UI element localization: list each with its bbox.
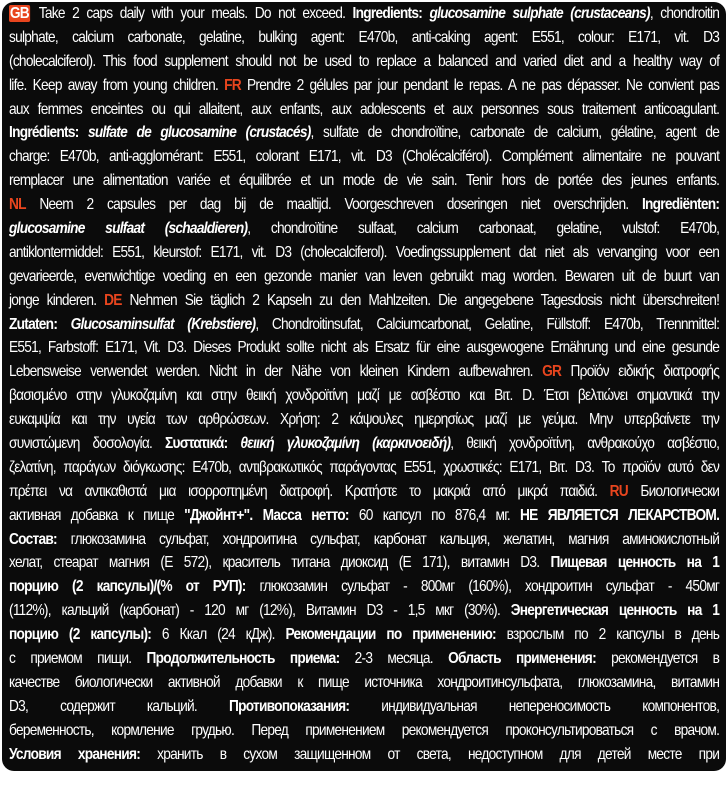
text-line <box>9 121 719 145</box>
language-code: DE <box>104 292 122 309</box>
text-line <box>9 74 719 98</box>
text-segment: Продолжительность приема: <box>147 650 340 667</box>
text-segment: remplacer une alimentation variée et équilibrée et un mode de vie sain. Tenir hors de portée des jeunes enfants. <box>9 172 719 189</box>
text-line <box>9 265 719 289</box>
text-segment: (112%), кальций (карбонат) - 120 мг (12%), Витамин D3 - 1,5 мкг (30%). <box>9 602 511 619</box>
text-segment: Prendre 2 gélules par jour pendant le repas. A ne pas dépasser. Ne convient pas <box>241 77 719 94</box>
text-segment: ευκαμψία και την υγεία των αρθρώσεων. Χρήση: 2 κάψουλες ημερησίως μαζί με γεύμα. Μην υπερβαίνετε την <box>9 411 719 428</box>
text-line <box>9 2 719 26</box>
text-line <box>9 575 719 599</box>
text-segment: ζελατίνη, παράγων διόγκωσης: E470b, αντιβρακωτικός παράγοντας E551, χρωστικές: E171, Βιτ. D3. Το προϊόν αυτό δεν <box>9 459 719 476</box>
text-segment: aux femmes enceintes ou qui allaitent, aux enfants, aux adolescents et aux personnes sous traitement anticoagulant. <box>9 101 719 118</box>
text-line <box>9 767 719 790</box>
text-segment: качестве биологически активной добавки к пище источника хондроитинсульфата, глюкозамина, витамин <box>9 674 719 691</box>
text-line <box>9 98 719 122</box>
text-segment: Ingredients: <box>353 5 423 22</box>
text-segment: №RU.77.99.88.003.Е.001663.04.18 от 20.04.2018 г. <box>289 770 573 787</box>
text-line <box>9 145 719 169</box>
text-segment: jonge kinderen. <box>9 292 104 309</box>
text-line <box>9 599 719 623</box>
text-segment: Συστατικά: <box>165 435 240 452</box>
text-segment: Рекомендации по применению: <box>285 626 495 643</box>
text-segment: температуре не выше +25С. <box>9 770 171 787</box>
text-segment: хелат, стеарат магния (Е 572), краситель титана диоксид (Е 171), витамин D3. <box>9 554 550 571</box>
text-segment: Neem 2 capsules per dag bij de maaltijd. Voorgeschreven doseringen niet overschrijden. <box>26 196 642 213</box>
text-segment: gevarieerde, evenwichtige voeding en een gezonde manier van leven gebruikt mag worden. Bewaren uit de buurt van <box>9 268 719 285</box>
product-label-text <box>2 2 726 771</box>
text-segment: глюкозамина сульфат, хондроитина сульфат, карбонат кальция, желатин, магния аминокислотный <box>57 531 719 548</box>
text-segment: хранить в сухом защищенном от света, недоступном для детей месте при <box>140 746 719 763</box>
text-segment: D3, содержит кальций. <box>9 698 229 715</box>
text-line <box>9 360 719 384</box>
text-line <box>9 50 719 74</box>
text-segment: 2-3 месяца. <box>339 650 448 667</box>
language-code: FR <box>224 77 241 94</box>
text-line <box>9 193 719 217</box>
text-segment: с приемом пищи. <box>9 650 147 667</box>
text-segment: πρέπει να αντικαθιστά μια ισορροπημένη διατροφή. Κρατήστε το μακριά από μικρά παιδιά. <box>9 483 610 500</box>
text-segment: активная добавка к пище <box>9 507 184 524</box>
text-line <box>9 480 719 504</box>
text-line <box>9 719 719 743</box>
text-line <box>9 169 719 193</box>
text-segment: Zutaten: <box>9 316 71 333</box>
text-line <box>9 408 719 432</box>
text-segment: , Chondroitinsufat, Calciumcarbonat, Gelatine, Füllstoff: E470b, Trennmittel: <box>255 316 719 333</box>
text-segment: antiklontermiddel: E551, kleurstof: E171, vit. D3 (cholecalciferol). Voedingssupplement dat niet als vervanging voor een <box>9 244 719 261</box>
text-segment: life. Keep away from young children. <box>9 77 224 94</box>
text-segment: charge: E470b, anti-agglomérant: E551, colorant E171, vit. D3 (Cholécalciférol). Complément alimentaire ne pouvant <box>9 148 719 165</box>
text-segment: рекомендуется в <box>596 650 719 667</box>
text-segment: порцию (2 капсулы)/(% от РУП): <box>9 578 246 595</box>
text-segment: Биологически <box>628 483 719 500</box>
text-segment: 60 капсул по 876,4 мг. <box>349 507 520 524</box>
text-segment: E551, Farbstoff: E171, Vit. D3. Dieses Produkt sollte nicht als Ersatz für eine ausgewogene Ernährung und eine gesunde <box>9 339 719 356</box>
text-segment: Состав: <box>9 531 57 548</box>
text-line <box>9 551 719 575</box>
text-segment: Nehmen Sie täglich 2 Kapseln zu den Mahlzeiten. Die angegebene Tagesdosis nicht überschreiten! <box>122 292 719 309</box>
text-segment: sulfate de glucosamine (crustacés) <box>88 124 311 141</box>
text-segment: (cholecalciferol). This food supplement should not be used to replace a balanced and varied diet and a healthy way of <box>9 53 719 70</box>
text-segment <box>422 5 429 22</box>
text-line <box>9 313 719 337</box>
text-segment: Glucosaminsulfat (Krebstiere) <box>71 316 256 333</box>
text-segment: Пищевая ценность на 1 <box>550 554 719 571</box>
language-code: NL <box>9 196 26 213</box>
text-segment: беременность, кормление грудью. Перед применением рекомендуется проконсультироваться с врачом. <box>9 722 719 739</box>
text-line <box>9 623 719 647</box>
text-line <box>9 504 719 528</box>
text-line <box>9 647 719 671</box>
text-segment: индивидуальная непереносимость компонентов, <box>349 698 719 715</box>
text-segment: συνιστώμενη δοσολογία. <box>9 435 165 452</box>
language-badge: GB <box>9 5 30 22</box>
text-segment: Προϊόν ειδικής διατροφής <box>561 363 719 380</box>
text-segment: "Джойнт+". Масса нетто: <box>184 507 349 524</box>
text-line <box>9 456 719 480</box>
text-segment: глюкозамин сульфат - 800мг (160%), хондроитин сульфат - 450мг <box>246 578 720 595</box>
text-line <box>9 743 719 767</box>
text-line <box>9 217 719 241</box>
text-segment: βασισμένο στην γλυκοζαμίνη και στην θειική χονδροϊτίνη μαζί με ασβέστιο και Βιτ. D. Έτσι βελτιώνει σημαντικά την <box>9 387 719 404</box>
text-line <box>9 695 719 719</box>
text-line <box>9 289 719 313</box>
text-segment: Take 2 caps daily with your meals. Do not exceed. <box>32 5 353 22</box>
text-segment: Область применения: <box>448 650 596 667</box>
text-line <box>9 241 719 265</box>
text-line <box>9 528 719 552</box>
language-code: RU <box>610 483 628 500</box>
text-segment: Ingrédients: <box>9 124 88 141</box>
text-segment: , sulfate de chondroïtine, carbonate de calcium, gélatine, agent de <box>311 124 720 141</box>
text-segment: Lebensweise verwendet werden. Nicht in der Nähe von kleinen Kindern aufbewahren. <box>9 363 542 380</box>
text-segment: Энергетическая ценность на 1 <box>511 602 719 619</box>
text-line <box>9 432 719 456</box>
text-line <box>9 671 719 695</box>
text-line <box>9 336 719 360</box>
text-segment: θειική γλυκοζαμίνη (καρκινοειδή) <box>240 435 450 452</box>
text-segment: glucosamine sulfaat (schaaldieren) <box>9 220 247 237</box>
text-segment: 6 Ккал (24 кДж). <box>151 626 285 643</box>
text-segment: Св-во о гос. рег-ции <box>171 770 290 787</box>
text-segment: Противопоказания: <box>229 698 349 715</box>
text-segment: , θειική χονδροϊτίνη, ανθρακούχο ασβέστιο, <box>450 435 719 452</box>
text-segment: Условия хранения: <box>9 746 140 763</box>
text-line <box>9 384 719 408</box>
language-code: GR <box>542 363 561 380</box>
text-segment: порцию (2 капсулы): <box>9 626 151 643</box>
text-line <box>9 26 719 50</box>
text-segment: , chondroitin <box>650 5 719 22</box>
text-segment: glucosamine sulphate (crustaceans) <box>429 5 649 22</box>
text-segment: НЕ ЯВЛЯЕТСЯ ЛЕКАРСТВОМ. <box>520 507 719 524</box>
text-segment: взрослым по 2 капсулы в день <box>496 626 719 643</box>
text-segment: Ingrediënten: <box>642 196 719 213</box>
text-segment: , chondroïtine sulfaat, calcium carbonaat, gelatine, vulstof: E470b, <box>247 220 719 237</box>
text-segment: sulphate, calcium carbonate, gelatine, bulking agent: E470b, anti-caking agent: E551, colour: E171, vit. D3 <box>9 29 719 46</box>
